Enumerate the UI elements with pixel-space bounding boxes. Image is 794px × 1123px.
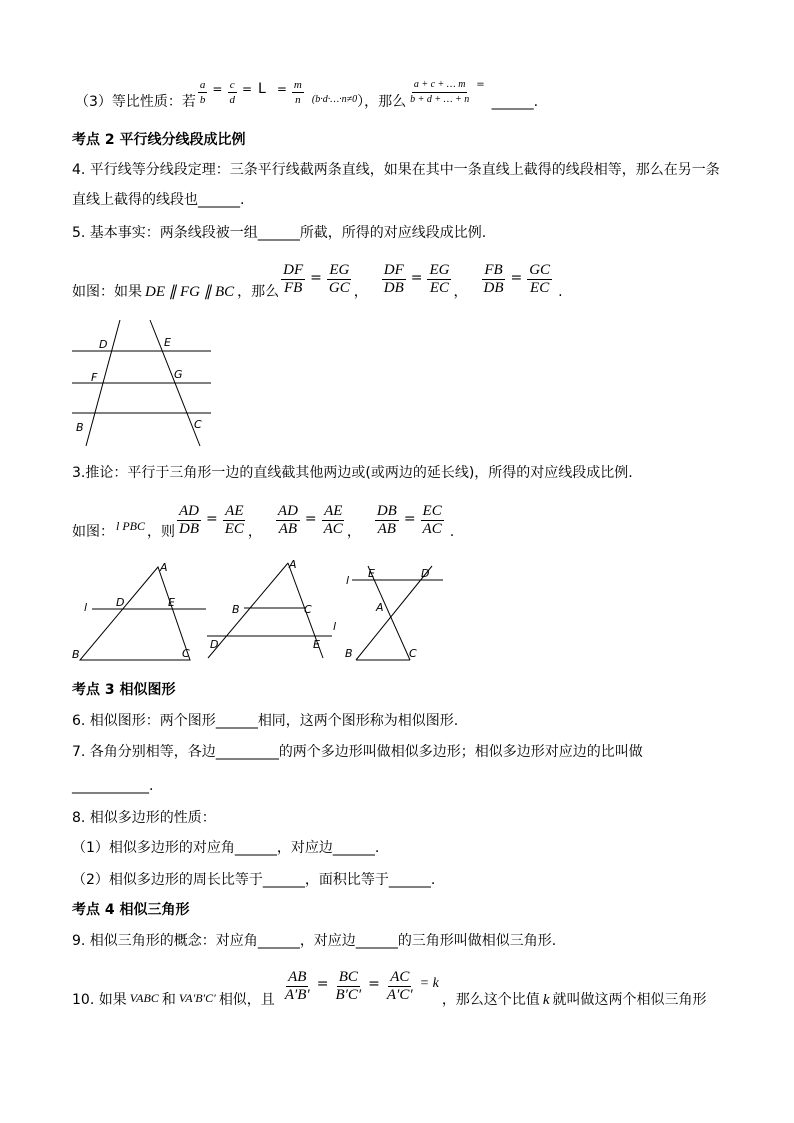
line-label-l: l: [84, 601, 88, 614]
fraction-denominator: A′B′: [284, 987, 310, 1003]
fraction-denominator: EC: [530, 280, 550, 296]
item-8-text: 8. 相似多边形的性质：: [72, 810, 216, 826]
fraction-sum: [408, 78, 471, 107]
corollary-line: [72, 463, 633, 483]
fraction-denominator: AB: [377, 521, 396, 537]
fraction-numerator: AC: [390, 969, 410, 985]
equals-sign: =: [276, 82, 287, 96]
item-5-suffix: 所截，所得的对应线段成比例.: [299, 225, 487, 241]
equals-sign: =: [510, 270, 523, 286]
equals-sign: =: [241, 82, 253, 96]
fraction-bc-b-prime-c-prime: [333, 969, 363, 1004]
point-label-d: D: [99, 338, 108, 351]
fraction-numerator: c: [229, 79, 235, 91]
item-10-prefix: 10. 如果: [72, 992, 127, 1008]
item-7-line: [72, 742, 643, 762]
sub-item-middle: ，面积比等于: [304, 872, 389, 888]
item-5-line: [72, 223, 486, 243]
fraction-denominator: b + d + … + n: [410, 94, 470, 105]
item-8-sub-2: [72, 870, 435, 890]
ellipsis-symbol: L: [258, 81, 266, 97]
figure-crossing-lines: [342, 560, 448, 666]
answer-blank: ______: [257, 933, 300, 949]
answer-blank: ______: [215, 713, 258, 729]
point-label-e: E: [368, 567, 375, 580]
point-label-c: C: [304, 603, 312, 616]
point-label-g: G: [174, 368, 183, 381]
ratio-property-line: [75, 72, 538, 112]
fraction-ae-ac: [322, 503, 345, 538]
item-4-text-continued: 直线上截得的线段也: [72, 192, 198, 208]
fraction-numerator: AB: [288, 969, 307, 985]
period: .: [374, 840, 380, 856]
point-label-e: E: [313, 638, 320, 651]
item-7-suffix: 的两个多边形叫做相似多边形；相似多边形对应边的比叫做: [278, 744, 643, 760]
fraction-numerator: EC: [422, 503, 442, 519]
figure-1-statement: [72, 252, 563, 302]
fraction-denominator: d: [229, 94, 235, 106]
corollary-text: 3.推论：平行于三角形一边的直线截其他两边或(或两边的延长线)，所得的对应线段成比例.: [72, 465, 633, 481]
fraction-db-ab: [375, 503, 399, 538]
fraction-ec-ac: [421, 503, 444, 538]
fraction-numerator: EG: [429, 262, 450, 278]
fraction-denominator: DB: [179, 521, 199, 537]
fraction-a-b: [198, 78, 208, 107]
item-6-prefix: 6. 相似图形：两个图形: [72, 713, 216, 729]
fraction-numerator: m: [293, 79, 302, 91]
point-label-a: A: [160, 561, 168, 574]
fraction-eg-ec: [427, 262, 451, 297]
point-label-a: A: [376, 601, 384, 614]
period: .: [430, 872, 436, 888]
fraction-numerator: AD: [179, 503, 199, 519]
ratio-property-label: （3）等比性质：若: [75, 94, 196, 110]
fraction-ae-ec: [223, 503, 246, 538]
item-8-sub-1: [72, 838, 379, 858]
statement-prefix: 如图：: [72, 524, 114, 540]
fraction-denominator: B′C′: [335, 987, 362, 1003]
point-label-c: C: [182, 647, 190, 660]
fraction-ad-db: [177, 503, 201, 538]
period: .: [149, 778, 154, 794]
then-text: ，则: [147, 524, 175, 540]
answer-blank: ______: [491, 94, 534, 110]
fraction-ab-a-prime-b-prime: [283, 969, 312, 1004]
fraction-denominator: GC: [328, 280, 350, 296]
fraction-ac-a-prime-c-prime: [385, 969, 415, 1004]
parallel-condition: DE ∥ FG ∥ BC: [145, 284, 235, 300]
fraction-denominator: AC: [323, 521, 343, 537]
item-9-line: [72, 931, 556, 951]
point-label-b: B: [232, 603, 240, 616]
fraction-denominator: EC: [224, 521, 244, 537]
separator: ，: [346, 524, 361, 540]
parallel-condition: l PBC: [116, 519, 145, 533]
fraction-df-fb: [281, 262, 305, 297]
point-label-e: E: [164, 336, 171, 349]
item-8-title: [72, 808, 216, 828]
period: .: [533, 94, 539, 110]
equals-sign: =: [476, 79, 485, 90]
point-label-c: C: [409, 647, 417, 660]
nonzero-condition: (b·d·…·n≠0: [311, 94, 358, 105]
fraction-numerator: EG: [329, 262, 350, 278]
fraction-numerator: GC: [529, 262, 551, 278]
fraction-numerator: DB: [376, 503, 397, 519]
sub-item-prefix: （2）相似多边形的周长比等于: [72, 872, 263, 888]
fraction-numerator: DF: [283, 262, 304, 278]
answer-blank: ______: [355, 933, 398, 949]
equals-sign: =: [316, 976, 329, 992]
fraction-denominator: n: [295, 94, 301, 106]
item-5-prefix: 5. 基本事实：两条线段被一组: [72, 225, 258, 241]
fraction-denominator: AB: [278, 521, 298, 537]
equals-sign: =: [212, 82, 223, 96]
fraction-numerator: AD: [277, 503, 298, 519]
item-9-prefix: 9. 相似三角形的概念：对应角: [72, 933, 258, 949]
fraction-numerator: AE: [225, 503, 244, 519]
period: .: [240, 192, 245, 208]
fraction-denominator: DB: [483, 280, 504, 296]
fraction-numerator: DF: [383, 262, 404, 278]
figure-parallel-lines: [65, 315, 220, 450]
line-label-l: l: [346, 574, 350, 587]
equals-sign: =: [304, 511, 317, 527]
equals-k: = k: [419, 976, 439, 991]
item-7-line-2: [72, 776, 153, 796]
equals-sign: =: [410, 270, 423, 286]
item-4-line-2: [72, 190, 244, 210]
equals-sign: =: [368, 976, 380, 992]
statement-prefix: 如图：如果: [72, 284, 142, 300]
fraction-c-d: [227, 78, 237, 107]
answer-blank: ___________: [72, 778, 149, 794]
figure-triangle-line-extension: [200, 556, 345, 664]
fraction-numerator: FB: [484, 262, 503, 278]
equals-sign: =: [206, 511, 218, 527]
ratio-k: k: [542, 992, 550, 1008]
equals-sign: =: [310, 270, 322, 286]
answer-blank: ______: [332, 840, 375, 856]
fraction-denominator: b: [199, 94, 206, 106]
fraction-numerator: BC: [338, 969, 358, 985]
answer-blank: ______: [257, 225, 300, 241]
separator: ，: [247, 524, 262, 540]
answer-blank: _________: [215, 744, 279, 760]
fraction-m-n: [292, 78, 304, 107]
triangle-abc: [80, 567, 190, 660]
line-label-l: l: [333, 620, 337, 633]
fraction-df-db: [382, 262, 406, 297]
section-3-heading: 考点 3 相似图形: [72, 682, 176, 698]
item-6-suffix: 相同，这两个图形称为相似图形.: [257, 713, 459, 729]
period: .: [558, 284, 563, 300]
item-6-line: [72, 711, 458, 731]
point-label-d: D: [116, 596, 125, 609]
answer-blank: ______: [198, 192, 240, 208]
then-text: ），那么: [357, 94, 407, 110]
answer-blank: ______: [262, 872, 305, 888]
item-9-middle: ，对应边: [299, 933, 356, 949]
separator: ，: [353, 284, 368, 300]
then-text: ，那么: [237, 284, 280, 300]
item-10-line: [72, 962, 706, 1010]
point-label-e: E: [168, 596, 175, 609]
answer-blank: ______: [234, 840, 277, 856]
equals-sign: =: [403, 511, 416, 527]
item-9-suffix: 的三角形叫做相似三角形.: [397, 933, 557, 949]
section-2-heading: 考点 2 平行线分线段成比例: [72, 132, 246, 148]
point-label-d: D: [210, 638, 219, 651]
item-10-middle: 相似，且: [218, 992, 275, 1008]
item-10-then: ，那么这个比值: [441, 992, 540, 1008]
corollary-statement: [72, 494, 454, 542]
fraction-numerator: a + c + … m: [412, 78, 468, 93]
period: .: [449, 524, 455, 540]
answer-blank: ______: [388, 872, 431, 888]
fraction-numerator: a: [199, 79, 206, 91]
fraction-fb-db: [481, 262, 505, 297]
item-4-text: 4. 平行线等分线段定理：三条平行线截两条直线，如果在其中一条直线上截得的线段相等，那么在另一条: [72, 162, 720, 178]
fraction-gc-ec: [527, 262, 552, 297]
point-label-a: A: [289, 558, 297, 571]
point-label-d: D: [421, 567, 430, 580]
and-text: 和: [161, 992, 176, 1008]
item-10-suffix: 就叫做这两个相似三角形: [552, 992, 707, 1008]
point-label-b: B: [76, 421, 84, 434]
section-4-heading: 考点 4 相似三角形: [72, 902, 190, 918]
fraction-numerator: AE: [324, 503, 343, 519]
item-4-line-1: [72, 160, 720, 180]
side-line-left: [208, 563, 288, 658]
fraction-ad-ab: [276, 503, 300, 538]
fraction-denominator: AC: [422, 521, 442, 537]
separator: ，: [453, 284, 468, 300]
fraction-denominator: A′C′: [386, 987, 413, 1003]
triangle-a-prime-symbol: VA′B′C′: [178, 991, 216, 1005]
figure-triangle-line-inside: [68, 558, 213, 666]
fraction-denominator: FB: [284, 280, 303, 296]
triangle-abc-symbol: VABC: [129, 991, 159, 1005]
fraction-denominator: DB: [383, 280, 404, 296]
sub-item-middle: ，对应边: [276, 840, 333, 856]
fraction-eg-gc: [327, 262, 352, 297]
item-7-prefix: 7. 各角分别相等，各边: [72, 744, 216, 760]
point-label-b: B: [345, 647, 353, 660]
point-label-c: C: [194, 418, 202, 431]
sub-item-prefix: （1）相似多边形的对应角: [72, 840, 235, 856]
fraction-denominator: EC: [429, 280, 450, 296]
point-label-f: F: [91, 371, 98, 384]
point-label-b: B: [72, 648, 80, 661]
